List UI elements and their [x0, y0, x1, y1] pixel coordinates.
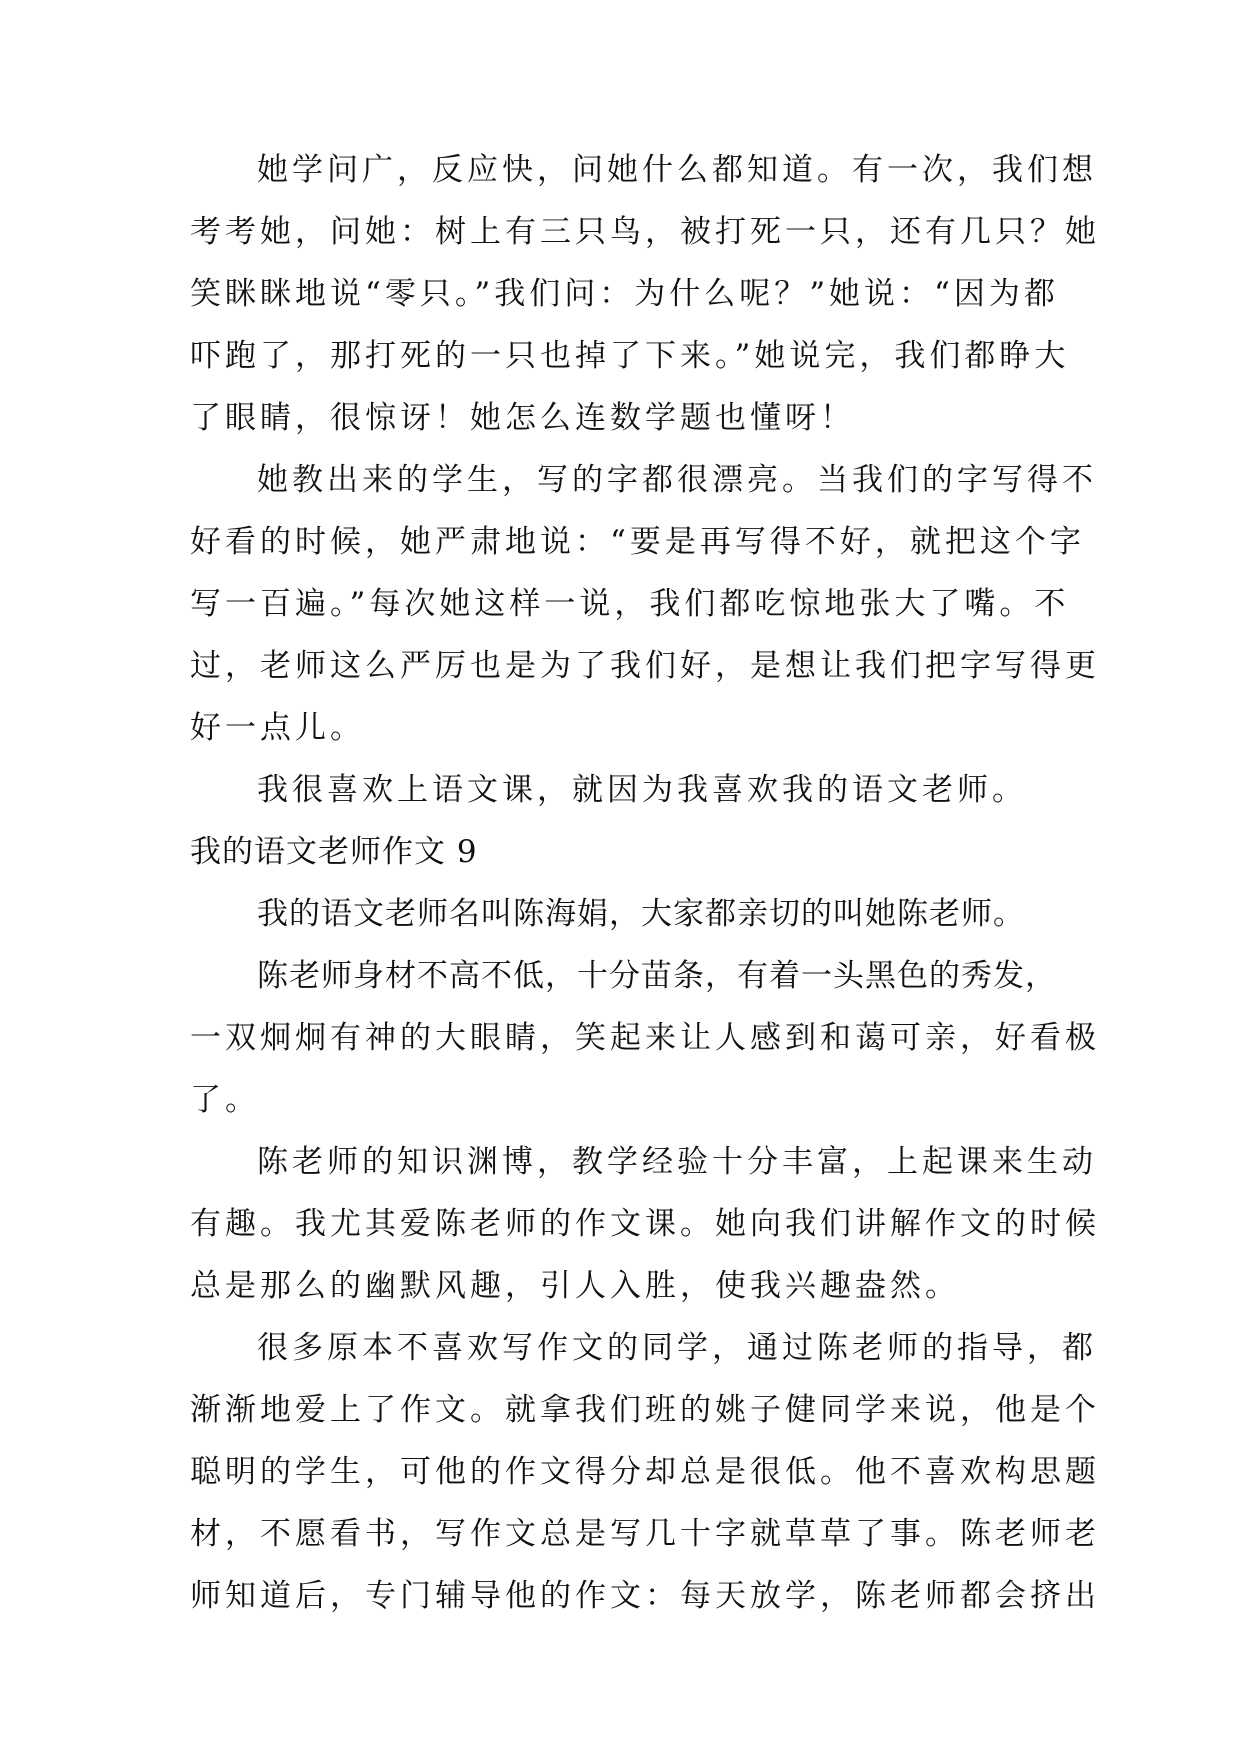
- text-line: 我很喜欢上语文课，就因为我喜欢我的语文老师。: [257, 772, 1027, 808]
- text-line: 笑眯眯地说“零只。”我们问：为什么呢？”她说：“因为都: [190, 276, 1059, 312]
- text-line: 材，不愿看书，写作文总是写几十字就草草了事。陈老师老: [190, 1516, 1100, 1552]
- text-line: 过，老师这么严厉也是为了我们好，是想让我们把字写得更: [190, 648, 1100, 684]
- text-line: 写一百遍。”每次她这样一说，我们都吃惊地张大了嘴。不: [190, 586, 1070, 622]
- text-line: 有趣。我尤其爱陈老师的作文课。她向我们讲解作文的时候: [190, 1206, 1100, 1242]
- text-line: 考考她，问她：树上有三只鸟，被打死一只，还有几只？她: [190, 214, 1100, 250]
- text-line: 总是那么的幽默风趣，引人入胜，使我兴趣盎然。: [190, 1268, 960, 1304]
- text-line: 师知道后，专门辅导他的作文：每天放学，陈老师都会挤出: [190, 1578, 1100, 1614]
- text-line: 很多原本不喜欢写作文的同学，通过陈老师的指导，都: [257, 1330, 1097, 1366]
- text-line: 一双炯炯有神的大眼睛，笑起来让人感到和蔼可亲，好看极: [190, 1020, 1100, 1056]
- text-line: 她学问广，反应快，问她什么都知道。有一次，我们想: [257, 152, 1097, 188]
- text-line: 了眼睛，很惊讶！她怎么连数学题也懂呀！: [190, 400, 855, 436]
- text-line: 她教出来的学生，写的字都很漂亮。当我们的字写得不: [257, 462, 1097, 498]
- text-line: 渐渐地爱上了作文。就拿我们班的姚子健同学来说，他是个: [190, 1392, 1100, 1428]
- text-line: 好一点儿。: [190, 710, 365, 746]
- text-line: 聪明的学生，可他的作文得分却总是很低。他不喜欢构思题: [190, 1454, 1100, 1490]
- text-line: 陈老师身材不高不低，十分苗条，有着一头黑色的秀发，: [257, 958, 1057, 994]
- text-line: 好看的时候，她严肃地说：“要是再写得不好，就把这个字: [190, 524, 1085, 560]
- text-line: 吓跑了，那打死的一只也掉了下来。”她说完，我们都睁大: [190, 338, 1070, 374]
- section-heading: 我的语文老师作文 9: [190, 834, 478, 870]
- text-line: 陈老师的知识渊博，教学经验十分丰富，上起课来生动: [257, 1144, 1097, 1180]
- text-line: 了。: [190, 1082, 260, 1118]
- text-line: 我的语文老师名叫陈海娟，大家都亲切的叫她陈老师。: [257, 896, 1025, 932]
